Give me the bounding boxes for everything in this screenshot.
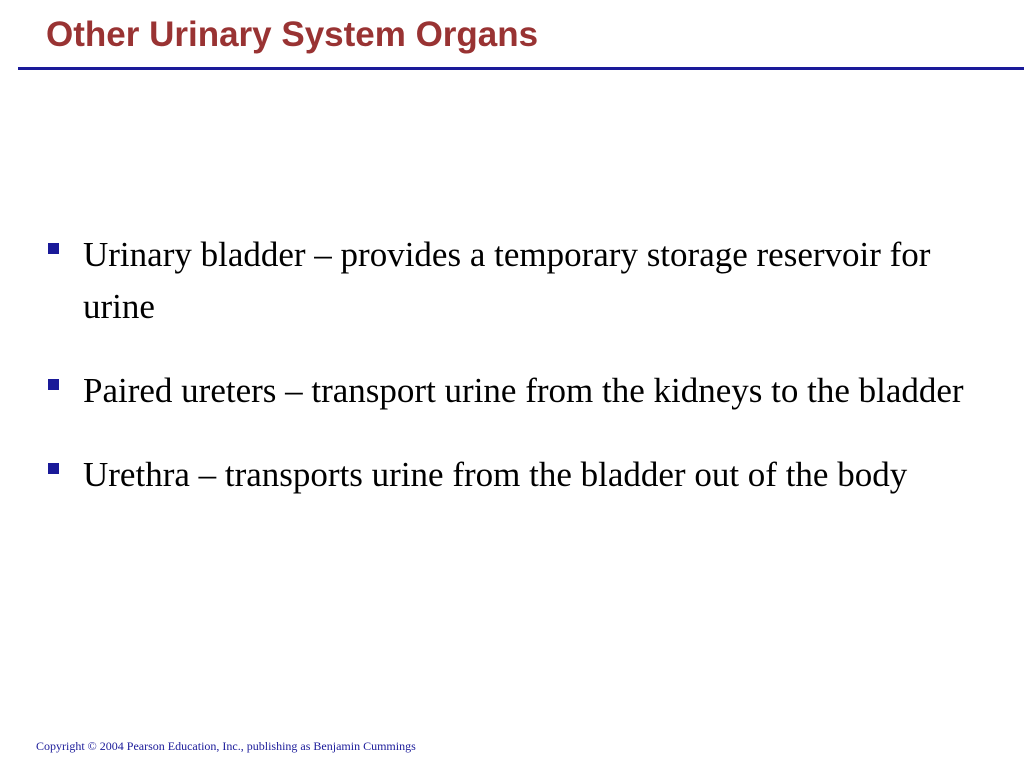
bullet-text: Paired ureters – transport urine from the kidneys to the bladder (83, 371, 964, 410)
square-bullet-icon (48, 379, 59, 390)
bullet-list (45, 229, 975, 533)
bullet-item-urinary-bladder (45, 229, 975, 333)
slide-title: Other Urinary System Organs (46, 15, 539, 54)
bullet-text: Urinary bladder – provides a temporary storage reservoir for urine (83, 235, 931, 326)
square-bullet-icon (48, 463, 59, 474)
title-divider (18, 67, 1024, 70)
copyright-footer: Copyright © 2004 Pearson Education, Inc., publishing as Benjamin Cummings (36, 739, 416, 753)
bullet-item-paired-ureters (45, 365, 975, 417)
square-bullet-icon (48, 243, 59, 254)
bullet-item-urethra (45, 449, 975, 501)
bullet-text: Urethra – transports urine from the bladder out of the body (83, 455, 908, 494)
